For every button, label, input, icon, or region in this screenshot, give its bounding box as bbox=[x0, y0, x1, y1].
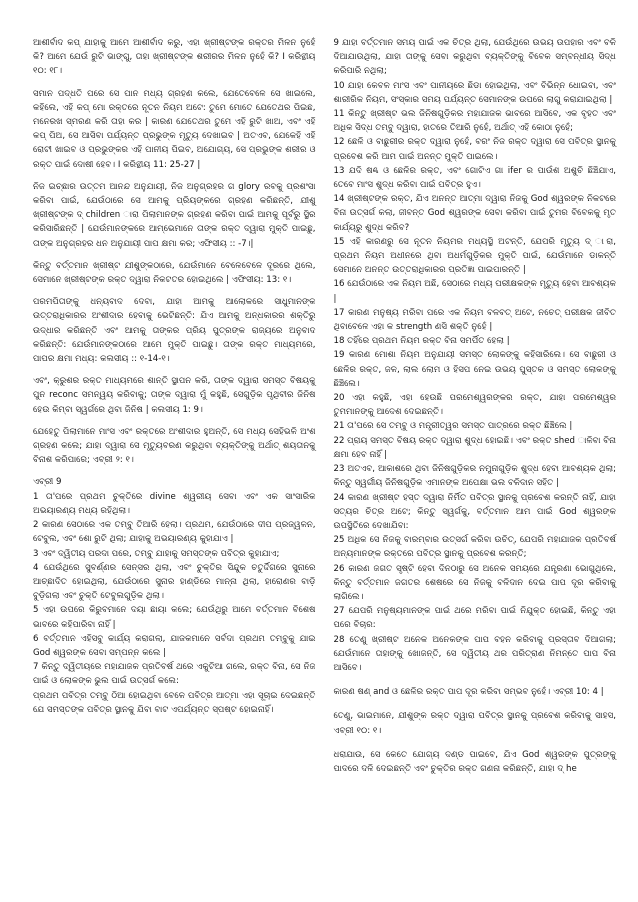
verse-5: 5 ଏହା ଉପରେ କିରୁବମାନେ ଦୟା ଛାୟା କଲେ; ଯେଉଁଥିରୁ ଆମେ ବର୍ତ୍ତମାନ ବିଶେଷ ଭାବରେ କହିପାରିବା ନାହିଁ | bbox=[33, 605, 316, 630]
verse-2: 2 କାରଣ ସେଠାରେ ଏକ ତମ୍ବୁ ତିଆରି ହେଲା। ପ୍ରଥମ, ଯେଉଁଠାରେ ଦୀପ ପ୍ରଜ୍ୱଳନ, ଟେବୁଲ, ଏବଂ ଶୋ ରୁଟି ଥିଲା; ଯାହାକୁ ଅଭୟାରଣ୍ୟ କୁହାଯାଏ | bbox=[33, 520, 316, 545]
verse-24: 24 କାରଣ ଖ୍ରୀଷ୍ଟ ହସ୍ତ ଦ୍ୱାରା ନିର୍ମିତ ପବିତ୍ର ସ୍ଥାନକୁ ପ୍ରବେଶ କରନ୍ତି ନାହିଁ, ଯାହା ସତ୍ୟର ଚିତ୍ର ଅଟେ; କିନ୍ତୁ ସ୍ୱର୍ଗକୁ, ବର୍ତ୍ତମାନ ଆମ ପାଇଁ God ଶ୍ୱରଙ୍କ ଉପସ୍ଥିତିରେ ଦେଖାଯିବା: bbox=[333, 492, 616, 531]
verse-23: 23 ଅତଏବ, ଆକାଶରେ ଥିବା ଜିନିଷଗୁଡ଼ିକର ନମୁନାଗୁଡ଼ିକ ଶୁଦ୍ଧ ହେବା ଆବଶ୍ୟକ ଥିଲା; କିନ୍ତୁ ସ୍ୱର୍ଗୀୟ ଜିନିଷଗୁଡ଼ିକ ଏମାନଙ୍କ ଅପେକ୍ଷା ଭଲ ବଳିଦାନ ସହିତ | bbox=[333, 464, 616, 489]
verse-25: 25 ଅଧିକ ସେ ନିଜକୁ ବାରମ୍ବାର ଉତ୍ସର୍ଗ କରିବା ଉଚିତ୍, ଯେପରି ମହାଯାଜକ ପ୍ରତିବର୍ଷ ଅନ୍ୟମାନଙ୍କ ରକ୍ତରେ ପବିତ୍ର ସ୍ଥାନକୁ ପ୍ରବେଶ କରନ୍ତି; bbox=[333, 535, 616, 560]
verse-9: 9 ଯାହା ବର୍ତ୍ତମାନ ସମୟ ପାଇଁ ଏକ ଚିତ୍ର ଥିଲା, ଯେଉଁଥିରେ ଉଭୟ ଉପହାର ଏବଂ ବଳି ଦିଆଯାଉଥିଲା, ଯାହା ତାଙ୍କୁ ସେବା କରୁଥିବା ବ୍ୟକ୍ତିଙ୍କୁ ବିବେକ ସମ୍ବନ୍ଧୀୟ ସିଦ୍ଧ କରିପାରି ନଥିଲା; bbox=[333, 38, 616, 77]
verse-26: 26 କାରଣ ଜଗତ ସୃଷ୍ଟି ହେବା ଦିନଠାରୁ ସେ ଅନେକ ସମୟରେ ଯନ୍ତ୍ରଣା ଭୋଗୁଥିଲେ, କିନ୍ତୁ ବର୍ତ୍ତମାନ ଜଗତର ଶେଷରେ ସେ ନିଜକୁ ବଳିଦାନ ଦେଇ ପାପ ଦୂର କରିବାକୁ ଲାଗିଲେ। bbox=[333, 563, 616, 602]
verse-11: 11 କିନ୍ତୁ ଖ୍ରୀଷ୍ଟ ଭଲ ଜିନିଷଗୁଡ଼ିକର ମହାଯାଜକ ଭାବରେ ଆସିବେ, ଏକ ବୃହତ ଏବଂ ଅଧିକ ସିଦ୍ଧ ତମ୍ବୁ ଦ୍ୱାରା, ହାତରେ ତିଆରି ନୁହେଁ, ଅର୍ଥାତ୍ ଏହି କୋଠା ନୁହେଁ; bbox=[333, 109, 616, 134]
verse-28: 28 ତେଣୁ ଖ୍ରୀଷ୍ଟ ଅନେକ ଅନେକଙ୍କ ପାପ ବହନ କରିବାକୁ ପ୍ରସ୍ତାବ ଦିଆଗଲା; ଯେଉଁମାନେ ତାହାଙ୍କୁ ଖୋଜନ୍ତି, ସେ ଦ୍ୱିତୀୟ ଥର ପରିତ୍ରାଣ ନିମନ୍ତେ ପାପ ବିନା ଆସିବେ। bbox=[333, 634, 616, 673]
paragraph-1-corinthians-10-16: ଆଶୀର୍ବାଦ କପ୍ ଯାହାକୁ ଆମେ ଆଶୀର୍ବାଦ କରୁ, ଏହା ଖ୍ରୀଷ୍ଟଙ୍କ ରକ୍ତର ମିଳନ ନୁହେଁ କି? ଆମେ ଯେଉଁ ରୁଟି ଭାଙ୍ଗୁ, ତାହା ଖ୍ରୀଷ୍ଟଙ୍କ ଶରୀରର ମିଳନ ନୁହେଁ କି? I କରିନ୍ଥୀୟ ୧୦: ୧୮। bbox=[33, 38, 316, 77]
paragraph-hebrews-2-14: ଯେହେତୁ ପିଲାମାନେ ମାଂସ ଏବଂ ରକ୍ତରେ ଅଂଶୀଦାର ହୁଅନ୍ତି, ସେ ମଧ୍ୟ ସେହିଭଳି ଅଂଶ ଗ୍ରହଣ କଲେ; ଯାହା ଦ୍ୱାରା ସେ ମୃତ୍ୟୁବରଣ କରୁଥିବା ବ୍ୟକ୍ତିଙ୍କୁ ଅର୍ଥାତ୍ ଶୟତାନକୁ ବିନାଶ କରିପାରେ; ଏବ୍ରୀ ୨: ୧। bbox=[33, 426, 316, 466]
verse-4: 4 ଯେଉଁଥିରେ ସୁବର୍ଣ୍ଣର ସେନ୍ସର ଥିଲା, ଏବଂ ଚୁକ୍ତିର ସିନ୍ଦୁକ ଚତୁର୍ଦ୍ଦିଗରେ ସୁନାରେ ଆଚ୍ଛାଦିତ ହୋଇଥିଲା, ଯେଉଁଠାରେ ସୁନାର ହାଣ୍ଡିରେ ମାନ୍ନା ଥିଲା, ହାରୋଣର ବାଡ଼ି ବୁଡ଼ିଗଲା ଏବଂ ଚୁକ୍ତି ଟେବୁଲଗୁଡ଼ିକ ଥିଲା। bbox=[33, 562, 316, 602]
verse-17: 17 କାରଣ ମନୁଷ୍ୟ ମରିବା ପରେ ଏକ ନିୟମ ବଳବତ୍ ଅଟେ, ନଚେତ୍ ପରୀକ୍ଷକ ଜୀବିତ ଥିବାବେଳେ ଏହା କ strength ଣସି ଶକ୍ତି ନୁହେଁ | bbox=[333, 307, 616, 333]
verse-7: 7 କିନ୍ତୁ ଦ୍ୱିତୀୟରେ ମହାଯାଜକ ପ୍ରତିବର୍ଷ ଥରେ ଏକୁଟିଆ ଗଲେ, ରକ୍ତ ବିନା, ସେ ନିଜ ପାଇଁ ଓ ଲୋକଙ୍କ ଭୁଲ ପାଇଁ ଉତ୍ସର୍ଗ କଲେ: bbox=[33, 662, 316, 687]
verse-19: 19 କାରଣ ମୋଶା ନିୟମ ଅନୁଯାୟୀ ସମସ୍ତ ଲୋକଙ୍କୁ କହିସାରିଲେ। ସେ ବାଛୁରୀ ଓ ଛେଳିର ରକ୍ତ, ଜଳ, ଲାଲ ଲୋମ ଓ ହିସପ ନେଇ ଉଭୟ ପୁସ୍ତକ ଓ ସମସ୍ତ ଲୋକଙ୍କୁ ଛିଞ୍ଚିଲେ। bbox=[333, 350, 616, 389]
verse-20: 20 ଏହା କହୁଛି, ଏହା ହେଉଛି ପରମେଶ୍ୱରଙ୍କର ରକ୍ତ, ଯାହା ପରମେଶ୍ୱର ତୁମମାନଙ୍କୁ ଆଦେଶ ଦେଇଛନ୍ତି। bbox=[333, 393, 616, 418]
verse-13: 13 ଯଦି ଷଣ୍ଢ ଓ ଛେଳିର ରକ୍ତ, ଏବଂ ଗୋଟିଏ ଗା ifer ର ପାଉଁଶ ଅଶୁଚି ଛିଞ୍ଚିଯାଏ, ତେବେ ମାଂସ ଶୁଦ୍ଧ କରିବା ପାଇଁ ପବିତ୍ର ହୁଏ। bbox=[333, 165, 616, 191]
verse-16: 16 ଯେଉଁଠାରେ ଏକ ନିୟମ ଅଛି, ସେଠାରେ ମଧ୍ୟ ପରୀକ୍ଷକଙ୍କ ମୃତ୍ୟୁ ହେବା ଆବଶ୍ୟକ | bbox=[333, 279, 616, 304]
paragraph-ephesians-1: ନିଜ ଇଚ୍ଛାର ଉତ୍ତମ ଆନନ୍ଦ ଅନୁଯାୟୀ, ନିଜ ଅନୁଗ୍ରହର ଗ glory ରବକୁ ପ୍ରଶଂସା କରିବା ପାଇଁ, ଯେଉଁଠାରେ ସେ ଆମକୁ ପ୍ରିୟଙ୍କରେ ଗ୍ରହଣ କରିଛନ୍ତି, ଯୀଶୁ ଖ୍ରୀଷ୍ଟଙ୍କ ଦ୍ children ାରା ପିଲାମାନଙ୍କ ଗ୍ରହଣ କରିବା ପାଇଁ ଆମକୁ ପୂର୍ବରୁ ସ୍ଥିର କରିସାରିଛନ୍ତି | ଯେଉଁମାନଙ୍କରେ ଆମ୍ଭେମାନେ ତାଙ୍କ ରକ୍ତ ଦ୍ୱାରା ମୁକ୍ତି ପାଇଛୁ, ତାଙ୍କ ଅନୁଗ୍ରହର ଧନ ଅନୁଯାୟୀ ପାପ କ୍ଷମା କର; ଏଫିସୀୟ :: -7।| bbox=[33, 181, 316, 249]
verse-10: 10 ଯାହା କେବଳ ମାଂସ ଏବଂ ପାନୀୟରେ ଛିଡା ହୋଇଥିଲା, ଏବଂ ବିଭିନ୍ନ ଧୋଇବା, ଏବଂ ଶାରୀରିକ ନିୟମ, ସଂସ୍କାର ସମୟ ପର୍ଯ୍ୟନ୍ତ ସେମାନଙ୍କ ଉପରେ ଲାଗୁ କରାଯାଇଥିଲା | bbox=[333, 80, 616, 105]
right-column bbox=[334, 36, 617, 882]
verse-22: 22 ପ୍ରାୟ ସମସ୍ତ ବିଷୟ ରକ୍ତ ଦ୍ୱାରା ଶୁଦ୍ଧ ହୋଇଛି। ଏବଂ ରକ୍ତ shed ାଳିବା ବିନା କ୍ଷମା ହେବ ନାହିଁ | bbox=[333, 435, 616, 460]
verse-8: ପ୍ରଥମ ପବିତ୍ର ତମ୍ବୁ ଠିଆ ହୋଇଥିବା ବେଳେ ପବିତ୍ର ଆତ୍ମା ଏହା ସୂଚାଇ ଦେଇଛନ୍ତି ଯେ ସମସ୍ତଙ୍କ ପବିତ୍ର ସ୍ଥାନକୁ ଯିବା ବାଟ ଏପର୍ଯ୍ୟନ୍ତ ସ୍ପଷ୍ଟ ହୋଇନାହିଁ। bbox=[33, 690, 316, 715]
verse-3: 3 ଏବଂ ଦ୍ୱିତୀୟ ପରଦା ପରେ, ତମ୍ବୁ ଯାହାକୁ ସମସ୍ତଙ୍କ ପବିତ୍ର କୁହାଯାଏ; bbox=[33, 548, 280, 559]
verse-6: 6 ବର୍ତ୍ତମାନ ଏହିସବୁ କାର୍ଯ୍ୟ କରାଗଲା, ଯାଜକମାନେ ସର୍ବଦା ପ୍ରଥମ ତମ୍ବୁକୁ ଯାଇ God ଶ୍ୱରଙ୍କ ସେବା ସମ୍ପନ୍ନ କଲେ | bbox=[33, 633, 316, 658]
paragraph-ephesians-2-13: କିନ୍ତୁ ବର୍ତ୍ତମାନ ଖ୍ରୀଷ୍ଟ ଯୀଶୁଙ୍କଠାରେ, ଯେଉଁମାନେ ବେଳେବେଳେ ଦୂରରେ ଥିଲେ, ସେମାନେ ଖ୍ରୀଷ୍ଟଙ୍କ ରକ୍ତ ଦ୍ୱାରା ନିକଟତର ହୋଇଥିଲେ | ଏଫିସୀୟ: 13: ୧। bbox=[33, 260, 316, 286]
verse-18: 18 ତହିଁରେ ପ୍ରଥମ ନିୟମ ରକ୍ତ ବିନା ସମର୍ପିତ ହେଲା | bbox=[333, 336, 510, 347]
verse-12: 12 ଛେଳି ଓ ବାଛୁରୀର ରକ୍ତ ଦ୍ୱାରା ନୁହେଁ, ବରଂ ନିଜ ରକ୍ତ ଦ୍ୱାରା ସେ ପବିତ୍ର ସ୍ଥାନକୁ ପ୍ରବେଶ କରି ଆମ ପାଇଁ ଅନନ୍ତ ମୁକ୍ତି ପାଇଲେ। bbox=[333, 137, 616, 162]
paragraph-hebrews-10-4: କାରଣ ଷଣ୍ and ଓ ଛେଳିର ରକ୍ତ ପାପ ଦୂର କରିବା ସମ୍ଭବ ନୁହେଁ। ଏବ୍ରୀ 10: 4 | bbox=[333, 687, 604, 698]
verse-21: 21 ତା'ପରେ ସେ ତମ୍ବୁ ଓ ମନ୍ତ୍ରୀତ୍ୱର ସମସ୍ତ ପାତ୍ରରେ ରକ୍ତ ଛିଞ୍ଚିଲେ | bbox=[333, 421, 573, 432]
left-column bbox=[33, 36, 316, 882]
paragraph-hebrews-10-29: ଧରାଯାଉ, ସେ କେତେ ଯୋଗ୍ୟ ଦଣ୍ଡ ପାଇବେ, ଯିଏ God ଶ୍ୱରଙ୍କ ପୁତ୍ରଙ୍କୁ ପାଦରେ ଦଳି ଦେଇଛନ୍ତି ଏବଂ ଚୁକ୍ତିର ରକ୍ତ ଗଣନା କରିଛନ୍ତି, ଯାହା ଦ୍ he bbox=[333, 749, 616, 774]
verse-1: 1 ତା'ପରେ ପ୍ରଥମ ଚୁକ୍ତିରେ divine ଶ୍ୱରୀୟ ସେବା ଏବଂ ଏକ ସାଂସାରିକ ଅଭୟାରଣ୍ୟ ମଧ୍ୟ ରହିଥିଲା। bbox=[33, 491, 316, 516]
paragraph-1-corinthians-11-25: ସମାନ ପଦ୍ଧତି ପରେ ସେ ପାନ ମଧ୍ୟ ଗ୍ରହଣ କଲେ, ଯେତେବେଳେ ସେ ଖାଇଲେ, କହିଲେ, ଏହି କପ୍ ମୋ ରକ୍ତରେ ନୂତନ ନିୟମ ଅଟେ: ତୁମେ ମୋତେ ଯେତେଥର ପିଇଛ, ମନେରଖ ସ୍ମରଣ କରି ତାହା କର | କାରଣ ଯେତେଥର ତୁମେ ଏହି ରୁଟି ଖାଅ, ଏବଂ ଏହି କପ୍ ପିଅ, ସେ ଆସିବା ପର୍ଯ୍ୟନ୍ତ ପ୍ରଭୁଙ୍କ ମୃତ୍ୟୁ ଦେଖାଇବ | ଅତଏବ, ଯେକେହି ଏହି ରୋଟୀ ଖାଇବ ଓ ପ୍ରଭୁଙ୍କର ଏହି ପାନୀୟ ପିଇବ, ଅଯୋଗ୍ୟ, ସେ ପ୍ରଭୁଙ୍କ ଶରୀର ଓ ରକ୍ତ ପାଇଁ ଦୋଷୀ ହେବ। I କରିନ୍ଥୀୟ 11: 25-27 | bbox=[33, 88, 316, 170]
chapter-heading-hebrews-9: ଏବ୍ରୀ 9 bbox=[33, 477, 62, 488]
verse-15: 15 ଏହି କାରଣରୁ ସେ ନୂତନ ନିୟମର ମଧ୍ୟସ୍ଥି ଅଟନ୍ତି, ଯେପରି ମୃତ୍ୟୁ ଦ୍ ାରା, ପ୍ରଥମ ନିୟମ ଅଧୀନରେ ଥିବା ଅଧର୍ମଗୁଡ଼ିକର ମୁକ୍ତି ପାଇଁ, ଯେଉଁମାନେ ଡାକନ୍ତି ସେମାନେ ଅନନ୍ତ ଉତ୍ତରାଧିକାରର ପ୍ରତିଜ୍ଞା ପାଇପାରନ୍ତି | bbox=[333, 236, 616, 276]
verse-14: 14 ଖ୍ରୀଷ୍ଟଙ୍କ ରକ୍ତ, ଯିଏ ଅନନ୍ତ ଆତ୍ମା ଦ୍ୱାରା ନିଜକୁ God ଶ୍ୱରଙ୍କ ନିକଟରେ ବିନା ଉତ୍ସର୍ଗ କଲା, ଜୀବନ୍ତ God ଶ୍ୱରଙ୍କ ସେବା କରିବା ପାଇଁ ତୁମର ବିବେକକୁ ମୃତ କାର୍ଯ୍ୟରୁ ଶୁଦ୍ଧ କରିବ? bbox=[333, 194, 616, 233]
paragraph-colossians-1-20: ଏବଂ, କ୍ରୁଶର ରକ୍ତ ମାଧ୍ୟମରେ ଶାନ୍ତି ସ୍ଥାପନ କରି, ତାଙ୍କ ଦ୍ୱାରା ସମସ୍ତ ବିଷୟକୁ ପୁନ reconc ସମନ୍ୱୟ କରିବାକୁ; ତାଙ୍କ ଦ୍ୱାରା ମୁଁ କହୁଛି, ସେଗୁଡ଼ିକ ପୃଥିବୀର ଜିନିଷ ହେଉ କିମ୍ବା ସ୍ୱର୍ଗରେ ଥିବା ଜିନିଷ | କଲସୀୟ 1: 9। bbox=[33, 376, 316, 415]
verse-27: 27 ଯେପରି ମନୁଷ୍ୟମାନଙ୍କ ପାଇଁ ଥରେ ମରିବା ପାଇଁ ନିଯୁକ୍ତ ହୋଇଛି, କିନ୍ତୁ ଏହା ପରେ ବିଚାର: bbox=[333, 606, 616, 631]
paragraph-colossians-1-12: ପରମପିତାଙ୍କୁ ଧନ୍ୟବାଦ ଦେବା, ଯାହା ଆମକୁ ଆଲୋକରେ ସାଧୁମାନଙ୍କ ଉତ୍ତରାଧିକାରର ଅଂଶୀଦାର ହେବାକୁ ଭେଟିଛନ୍ତି: ଯିଏ ଆମକୁ ଅନ୍ଧକାରର ଶକ୍ତିରୁ ଉଦ୍ଧାର କରିଛନ୍ତି ଏବଂ ଆମକୁ ତାଙ୍କର ପ୍ରିୟ ପୁତ୍ରଙ୍କ ରାଜ୍ୟରେ ଅନୁବାଦ କରିଛନ୍ତି: ଯେଉଁମାନଙ୍କଠାରେ ଆମେ ମୁକ୍ତି ପାଇଛୁ। ତାଙ୍କ ରକ୍ତ ମାଧ୍ୟମରେ, ପାପର କ୍ଷମା ମଧ୍ୟ: କଲସୀୟ :: ୧-14-୧। bbox=[33, 297, 316, 365]
paragraph-hebrews-10-19: ତେଣୁ, ଭାଇମାନେ, ଯୀଶୁଙ୍କ ରକ୍ତ ଦ୍ୱାରା ପବିତ୍ର ସ୍ଥାନକୁ ପ୍ରବେଶ କରିବାକୁ ସାହସ, ଏବ୍ରୀ ୧୦: ୧। bbox=[333, 711, 616, 736]
